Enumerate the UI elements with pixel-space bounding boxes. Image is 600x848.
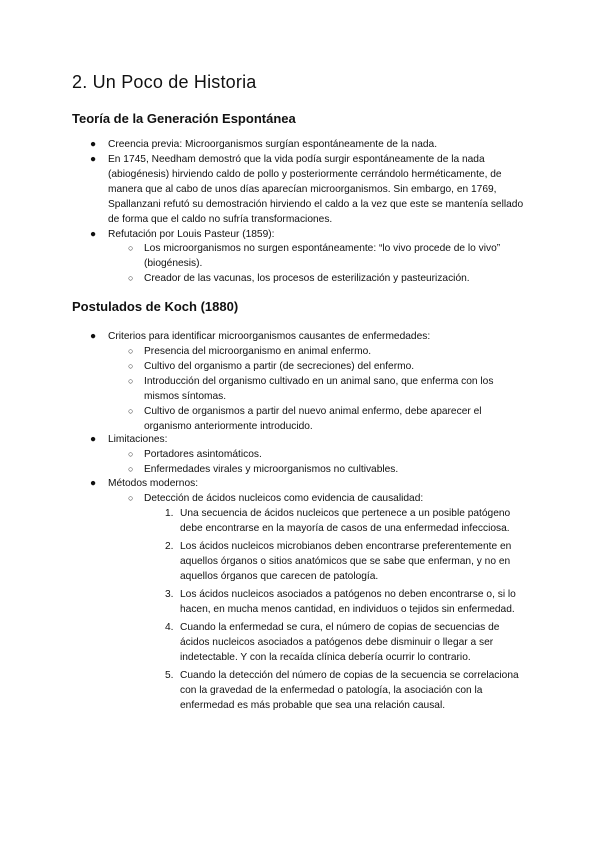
list-item: 4. Cuando la enfermedad se cura, el número de copias de secuencias de ácidos nucleicos asociados a patógenos debe disminuir o llegar a ser indetectable. Y con la recaída clínica debería ocurrir lo contrario. bbox=[165, 622, 500, 663]
list-item: ● Creencia previa: Microorganismos surgían espontáneamente de la nada. bbox=[90, 139, 438, 150]
list-item: ● Refutación por Louis Pasteur (1859): bbox=[90, 229, 275, 240]
circle-bullet-icon: ○ bbox=[128, 493, 134, 503]
circle-bullet-icon: ○ bbox=[128, 464, 134, 474]
koch-limitations-list bbox=[90, 432, 528, 447]
list-item: ○ Detección de ácidos nucleicos como evidencia de causalidad: bbox=[128, 493, 424, 504]
circle-bullet-icon: ○ bbox=[128, 346, 134, 356]
list-number: 5. bbox=[165, 670, 174, 681]
list-item: ● Limitaciones: bbox=[90, 434, 168, 445]
list-number: 4. bbox=[165, 622, 174, 633]
list-number: 2. bbox=[165, 541, 174, 552]
pasteur-sublist bbox=[128, 241, 514, 286]
list-item: ○ Creador de las vacunas, los procesos de esterilización y pasteurización. bbox=[128, 273, 470, 284]
list-item: 5. Cuando la detección del número de copias de la secuencia se correlaciona con la gravedad de la enfermedad o patología, la asociación con la enfermedad es más probable que sea una relación causal. bbox=[165, 670, 519, 711]
koch-criteria-sublist bbox=[128, 344, 528, 434]
list-item: ○ Cultivo de organismos a partir del nuevo animal enfermo, debe aparecer el organismo anteriormente introducido. bbox=[128, 406, 482, 432]
koch-modern-list bbox=[90, 476, 528, 491]
circle-bullet-icon: ○ bbox=[128, 273, 134, 283]
list-item: ● Métodos modernos: bbox=[90, 478, 199, 489]
koch-criteria-list bbox=[90, 329, 528, 344]
bullet-icon: ● bbox=[90, 139, 97, 150]
bullet-icon: ● bbox=[90, 478, 97, 489]
section-heading-koch: Postulados de Koch (1880) bbox=[72, 299, 239, 314]
section-heading-generacion-espontanea: Teoría de la Generación Espontánea bbox=[72, 111, 296, 126]
list-item: ● Criterios para identificar microorganismos causantes de enfermedades: bbox=[90, 331, 431, 342]
list-item: ○ Los microorganismos no surgen espontáneamente: “lo vivo procede de lo vivo” (biogénesis). bbox=[128, 243, 501, 269]
nucleic-acid-criteria-list bbox=[165, 506, 528, 713]
circle-bullet-icon: ○ bbox=[128, 361, 134, 371]
list-item: 1. Una secuencia de ácidos nucleicos que pertenece a un posible patógeno debe encontrarse en la mayoría de casos de una enfermedad infecciosa. bbox=[165, 508, 511, 534]
list-item: ○ Portadores asintomáticos. bbox=[128, 449, 262, 460]
koch-modern-sublist bbox=[128, 491, 528, 506]
bullet-icon: ● bbox=[90, 434, 97, 445]
list-item: 3. Los ácidos nucleicos asociados a patógenos no deben encontrarse o, si lo hacen, en mucha menos cantidad, en individuos o tejidos sin enfermedad. bbox=[165, 589, 516, 615]
generacion-bullet-list bbox=[90, 137, 528, 242]
circle-bullet-icon: ○ bbox=[128, 243, 134, 253]
circle-bullet-icon: ○ bbox=[128, 449, 134, 459]
list-item: ○ Cultivo del organismo a partir (de secreciones) del enfermo. bbox=[128, 361, 415, 372]
list-item: 2. Los ácidos nucleicos microbianos deben encontrarse preferentemente en aquellos órganos o sitios anatómicos que se sabe que enferman, y no en aquellos órganos que carecen de patología. bbox=[165, 541, 512, 582]
bullet-icon: ● bbox=[90, 331, 97, 342]
koch-limitations-sublist bbox=[128, 447, 528, 477]
list-item: ○ Enfermedades virales y microorganismos no cultivables. bbox=[128, 464, 399, 475]
bullet-icon: ● bbox=[90, 229, 97, 240]
page-title: 2. Un Poco de Historia bbox=[72, 72, 257, 92]
list-number: 3. bbox=[165, 589, 174, 600]
bullet-icon: ● bbox=[90, 154, 97, 165]
circle-bullet-icon: ○ bbox=[128, 406, 134, 416]
circle-bullet-icon: ○ bbox=[128, 376, 134, 386]
list-number: 1. bbox=[165, 508, 174, 519]
list-item: ○ Presencia del microorganismo en animal enfermo. bbox=[128, 346, 372, 357]
list-item: ● En 1745, Needham demostró que la vida podía surgir espontáneamente de la nada (abiogénesis) hirviendo caldo de pollo y posteriormente cerrándolo herméticamente, de manera que al cabo de unos días aparecían microorganismos. Sin embargo, en 1769, Spallanzani refutó su demostración hirviendo el caldo a la vez que este se mantenía sellado de forma que el caldo no sufría transformaciones. bbox=[90, 154, 524, 225]
list-item: ○ Introducción del organismo cultivado en un animal sano, que enferma con los mismos síntomas. bbox=[128, 376, 494, 402]
